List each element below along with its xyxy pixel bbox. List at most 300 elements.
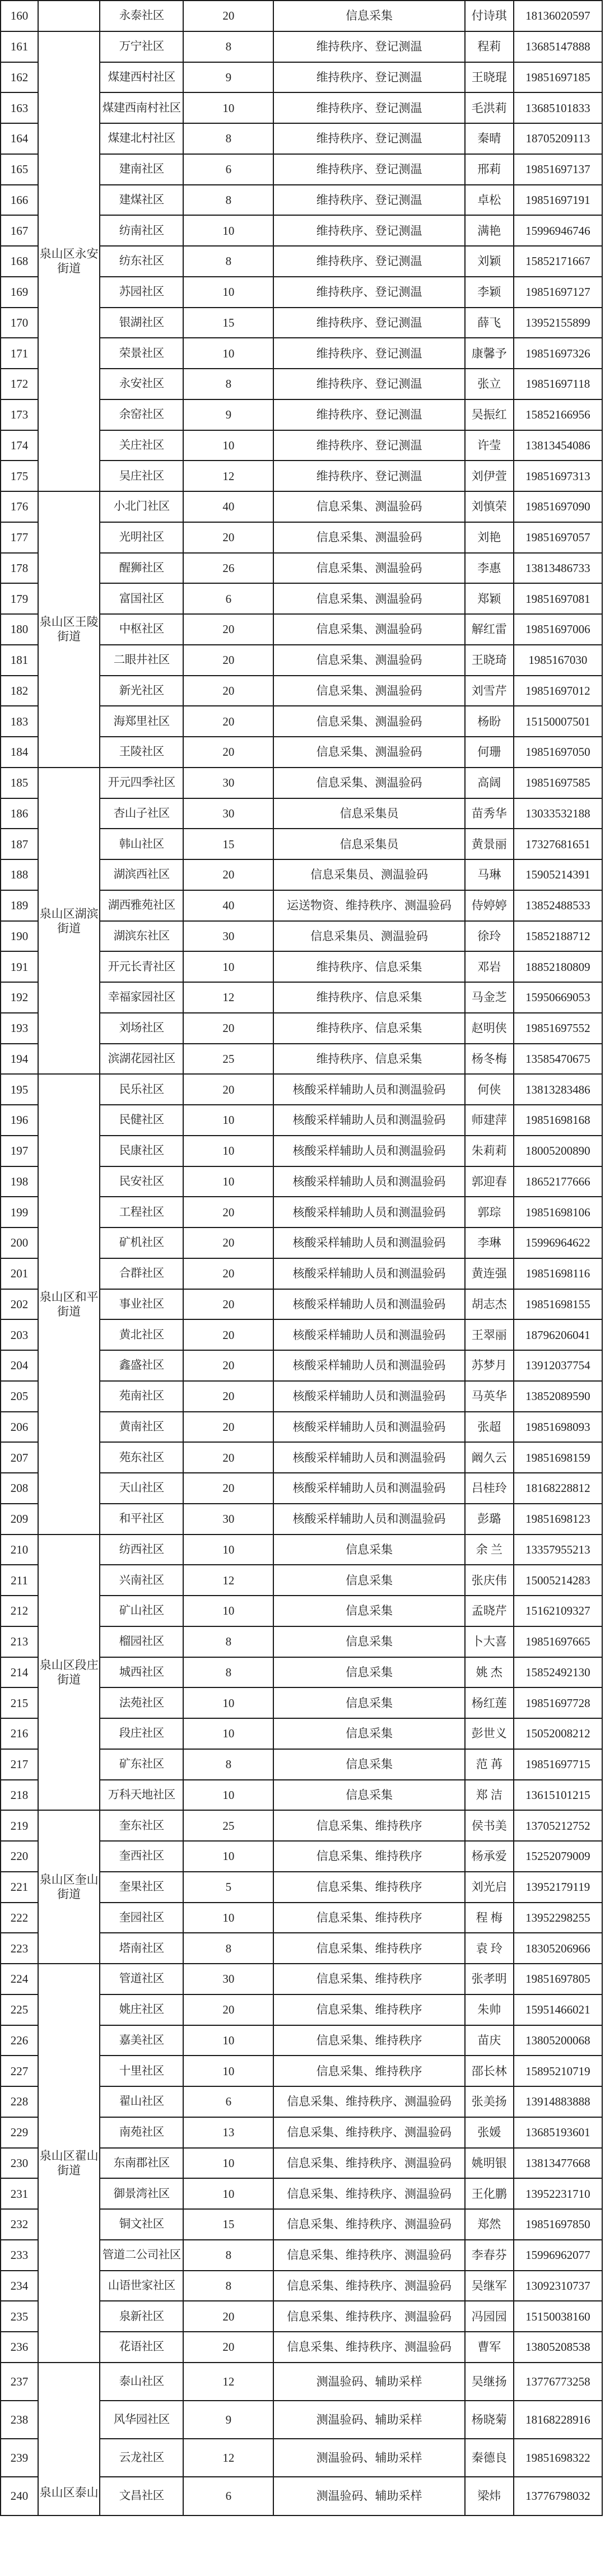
contact-phone: 13912037754 (514, 1350, 602, 1381)
contact-name: 王翠丽 (465, 1319, 514, 1350)
task-description: 信息采集 (273, 1565, 464, 1596)
row-number: 185 (1, 768, 38, 798)
volunteer-count: 6 (183, 2477, 273, 2515)
contact-phone: 13852089590 (514, 1381, 602, 1412)
task-description: 信息采集、维持秩序、测温验码 (273, 2117, 464, 2148)
contact-name: 杨红莲 (465, 1687, 514, 1718)
community-name: 海郑里社区 (100, 706, 183, 737)
task-description: 维持秩序、登记测温 (273, 369, 464, 399)
volunteer-count: 8 (183, 369, 273, 399)
contact-phone: 18136020597 (514, 1, 602, 31)
contact-phone: 19851697850 (514, 2209, 602, 2240)
contact-phone: 13813454086 (514, 430, 602, 461)
row-number: 166 (1, 185, 38, 216)
community-name: 幸福家园社区 (100, 982, 183, 1013)
row-number: 161 (1, 31, 38, 62)
task-description: 信息采集、维持秩序、测温验码 (273, 2332, 464, 2363)
task-description: 信息采集、维持秩序、测温验码 (273, 2209, 464, 2240)
contact-phone: 13805208538 (514, 2332, 602, 2363)
community-name: 花语社区 (100, 2332, 183, 2363)
volunteer-count: 10 (183, 2178, 273, 2209)
community-name: 纺东社区 (100, 246, 183, 277)
community-name: 新光社区 (100, 676, 183, 706)
community-name: 云龙社区 (100, 2439, 183, 2477)
volunteer-count: 8 (183, 123, 273, 154)
contact-name: 黄连强 (465, 1258, 514, 1289)
volunteer-count: 10 (183, 2148, 273, 2179)
contact-phone: 19851698116 (514, 1258, 602, 1289)
contact-name: 张庆伟 (465, 1565, 514, 1596)
contact-phone: 13813477668 (514, 2148, 602, 2179)
row-number: 165 (1, 154, 38, 185)
community-name: 滨湖花园社区 (100, 1044, 183, 1075)
volunteer-count: 8 (183, 1626, 273, 1657)
contact-phone: 19851697805 (514, 1964, 602, 1994)
contact-phone: 19851697191 (514, 185, 602, 216)
community-name: 富国社区 (100, 583, 183, 614)
community-name: 工程社区 (100, 1197, 183, 1227)
row-number: 189 (1, 890, 38, 921)
row-number: 234 (1, 2271, 38, 2301)
row-number: 215 (1, 1687, 38, 1718)
district-name: 泉山区湖滨街道 (38, 768, 100, 1075)
row-number: 218 (1, 1780, 38, 1811)
contact-phone: 19851697585 (514, 768, 602, 798)
task-description: 信息采集、维持秩序 (273, 1964, 464, 1994)
contact-phone: 19851697050 (514, 737, 602, 768)
contact-phone: 13685101833 (514, 92, 602, 123)
contact-name: 张孝明 (465, 1964, 514, 1994)
row-number: 231 (1, 2178, 38, 2209)
row-number: 201 (1, 1258, 38, 1289)
contact-phone: 19851697090 (514, 491, 602, 522)
contact-name: 冯园园 (465, 2301, 514, 2332)
contact-name: 秦晴 (465, 123, 514, 154)
district-name: 泉山区永安街道 (38, 31, 100, 491)
community-name: 湖滨西社区 (100, 859, 183, 890)
volunteer-count: 8 (183, 1933, 273, 1964)
task-description: 信息采集、维持秩序 (273, 1994, 464, 2025)
volunteer-count: 8 (183, 185, 273, 216)
contact-name: 余 兰 (465, 1535, 514, 1565)
volunteer-count: 10 (183, 2025, 273, 2056)
volunteer-count: 20 (183, 1258, 273, 1289)
contact-phone: 19851697006 (514, 614, 602, 645)
task-description: 维持秩序、登记测温 (273, 215, 464, 246)
task-description: 信息采集、维持秩序、测温验码 (273, 2178, 464, 2209)
volunteer-count: 20 (183, 706, 273, 737)
contact-phone: 18005200890 (514, 1136, 602, 1166)
contact-name: 马英华 (465, 1381, 514, 1412)
community-name: 御景湾社区 (100, 2178, 183, 2209)
row-number: 227 (1, 2056, 38, 2086)
contact-phone: 13952179119 (514, 1872, 602, 1903)
task-description: 信息采集、维持秩序、测温验码 (273, 2271, 464, 2301)
task-description: 维持秩序、登记测温 (273, 308, 464, 338)
contact-name: 付诗琪 (465, 1, 514, 31)
contact-name: 李颖 (465, 277, 514, 308)
community-name: 开元长青社区 (100, 951, 183, 982)
contact-name: 姚 杰 (465, 1657, 514, 1688)
contact-name: 郑颖 (465, 583, 514, 614)
volunteer-count: 40 (183, 890, 273, 921)
community-name: 韩山社区 (100, 829, 183, 859)
contact-name: 吴继军 (465, 2271, 514, 2301)
contact-name: 邢莉 (465, 154, 514, 185)
volunteer-count: 20 (183, 1350, 273, 1381)
task-description: 核酸采样辅助人员和测温验码 (273, 1289, 464, 1320)
contact-phone: 13813283486 (514, 1074, 602, 1105)
row-number: 175 (1, 461, 38, 491)
task-description: 信息采集、测温验码 (273, 583, 464, 614)
task-description: 维持秩序、信息采集 (273, 982, 464, 1013)
contact-phone: 18652177666 (514, 1166, 602, 1197)
volunteer-count: 8 (183, 2240, 273, 2271)
task-description: 测温验码、辅助采样 (273, 2477, 464, 2515)
row-number: 239 (1, 2439, 38, 2477)
contact-name: 郭迎春 (465, 1166, 514, 1197)
row-number: 209 (1, 1504, 38, 1535)
volunteer-count: 20 (183, 614, 273, 645)
community-name: 天山社区 (100, 1473, 183, 1504)
community-name: 文昌社区 (100, 2477, 183, 2515)
row-number: 200 (1, 1227, 38, 1258)
contact-phone: 19851697313 (514, 461, 602, 491)
task-description: 测温验码、辅助采样 (273, 2401, 464, 2439)
volunteer-count: 20 (183, 1319, 273, 1350)
task-description: 核酸采样辅助人员和测温验码 (273, 1504, 464, 1535)
community-name: 奎西社区 (100, 1841, 183, 1872)
task-description: 维持秩序、信息采集 (273, 1044, 464, 1075)
row-number: 174 (1, 430, 38, 461)
volunteer-count: 12 (183, 2363, 273, 2401)
volunteer-count: 10 (183, 1903, 273, 1933)
contact-phone: 13952155899 (514, 308, 602, 338)
community-name: 苏园社区 (100, 277, 183, 308)
community-name: 姚庄社区 (100, 1994, 183, 2025)
community-name: 光明社区 (100, 522, 183, 553)
volunteer-count: 10 (183, 1841, 273, 1872)
community-name: 铜文社区 (100, 2209, 183, 2240)
contact-name: 何珊 (465, 737, 514, 768)
volunteer-count: 20 (183, 1442, 273, 1473)
contact-name: 程莉 (465, 31, 514, 62)
volunteer-count: 20 (183, 859, 273, 890)
community-name: 湖西雅苑社区 (100, 890, 183, 921)
task-description: 维持秩序、登记测温 (273, 461, 464, 491)
contact-name: 刘慎荣 (465, 491, 514, 522)
community-name: 苑东社区 (100, 1442, 183, 1473)
community-name: 法苑社区 (100, 1687, 183, 1718)
row-number: 222 (1, 1903, 38, 1933)
task-description: 核酸采样辅助人员和测温验码 (273, 1105, 464, 1136)
volunteer-count: 20 (183, 1074, 273, 1105)
contact-name: 吕桂玲 (465, 1473, 514, 1504)
community-name: 合群社区 (100, 1258, 183, 1289)
contact-phone: 13952231710 (514, 2178, 602, 2209)
row-number: 232 (1, 2209, 38, 2240)
volunteer-count: 40 (183, 491, 273, 522)
row-number: 172 (1, 369, 38, 399)
volunteer-count: 9 (183, 2401, 273, 2439)
volunteer-count: 8 (183, 1657, 273, 1688)
community-name: 湖滨东社区 (100, 921, 183, 952)
row-number: 186 (1, 798, 38, 829)
task-description: 维持秩序、登记测温 (273, 338, 464, 369)
contact-name: 彭璐 (465, 1504, 514, 1535)
contact-name: 孟晓芹 (465, 1596, 514, 1626)
district-name: 泉山区翟山街道 (38, 1964, 100, 2363)
task-description: 信息采集员 (273, 798, 464, 829)
row-number: 190 (1, 921, 38, 952)
volunteer-count: 10 (183, 430, 273, 461)
contact-phone: 15852171667 (514, 246, 602, 277)
contact-phone: 13776798032 (514, 2477, 602, 2515)
contact-name: 徐玲 (465, 921, 514, 952)
volunteer-count: 6 (183, 583, 273, 614)
contact-phone: 15150007501 (514, 706, 602, 737)
row-number: 177 (1, 522, 38, 553)
community-name: 民安社区 (100, 1166, 183, 1197)
row-number: 199 (1, 1197, 38, 1227)
task-description: 核酸采样辅助人员和测温验码 (273, 1350, 464, 1381)
contact-phone: 19851697185 (514, 62, 602, 93)
contact-phone: 13033532188 (514, 798, 602, 829)
community-name: 榴园社区 (100, 1626, 183, 1657)
volunteer-count: 12 (183, 982, 273, 1013)
contact-phone: 19851697715 (514, 1749, 602, 1780)
volunteer-count: 30 (183, 768, 273, 798)
contact-phone: 13805200068 (514, 2025, 602, 2056)
community-name: 余窑社区 (100, 399, 183, 430)
volunteer-count: 15 (183, 2209, 273, 2240)
volunteer-count: 10 (183, 951, 273, 982)
community-name: 小北门社区 (100, 491, 183, 522)
volunteer-count: 10 (183, 1535, 273, 1565)
contact-phone: 15852492130 (514, 1657, 602, 1688)
contact-name: 满艳 (465, 215, 514, 246)
row-number: 224 (1, 1964, 38, 1994)
community-name: 王陵社区 (100, 737, 183, 768)
contact-phone: 19851697057 (514, 522, 602, 553)
contact-name: 秦德良 (465, 2439, 514, 2477)
row-number: 217 (1, 1749, 38, 1780)
contact-name: 王晓琨 (465, 62, 514, 93)
contact-phone: 15150038160 (514, 2301, 602, 2332)
row-number: 210 (1, 1535, 38, 1565)
contact-name: 高阔 (465, 768, 514, 798)
row-number: 216 (1, 1718, 38, 1749)
volunteer-count: 8 (183, 246, 273, 277)
contact-phone: 19851697012 (514, 676, 602, 706)
contact-name: 薛飞 (465, 308, 514, 338)
volunteer-count: 15 (183, 308, 273, 338)
contact-phone: 18305206966 (514, 1933, 602, 1964)
contact-name: 侯书美 (465, 1810, 514, 1841)
row-number: 214 (1, 1657, 38, 1688)
task-description: 核酸采样辅助人员和测温验码 (273, 1412, 464, 1443)
contact-name: 侍婷婷 (465, 890, 514, 921)
volunteer-count: 12 (183, 461, 273, 491)
contact-name: 吴振红 (465, 399, 514, 430)
row-number: 170 (1, 308, 38, 338)
district-name (38, 1, 100, 31)
contact-name: 许莹 (465, 430, 514, 461)
volunteer-count: 8 (183, 1749, 273, 1780)
contact-name: 阚久云 (465, 1442, 514, 1473)
task-description: 核酸采样辅助人员和测温验码 (273, 1473, 464, 1504)
contact-name: 张立 (465, 369, 514, 399)
row-number: 212 (1, 1596, 38, 1626)
row-number: 179 (1, 583, 38, 614)
contact-name: 张美扬 (465, 2086, 514, 2117)
volunteer-count: 20 (183, 737, 273, 768)
row-number: 176 (1, 491, 38, 522)
community-name: 黄南社区 (100, 1412, 183, 1443)
district-name: 泉山区泰山 (38, 2363, 100, 2515)
task-description: 信息采集、测温验码 (273, 522, 464, 553)
task-description: 信息采集员、测温验码 (273, 859, 464, 890)
task-description: 信息采集 (273, 1657, 464, 1688)
row-number: 169 (1, 277, 38, 308)
community-name: 奎果社区 (100, 1872, 183, 1903)
community-name: 荣景社区 (100, 338, 183, 369)
task-description: 维持秩序、登记测温 (273, 277, 464, 308)
task-description: 信息采集、测温验码 (273, 491, 464, 522)
task-description: 信息采集 (273, 1626, 464, 1657)
contact-phone: 13685193601 (514, 2117, 602, 2148)
contact-phone: 13813486733 (514, 553, 602, 584)
contact-name: 马琳 (465, 859, 514, 890)
volunteer-count: 20 (183, 1473, 273, 1504)
volunteer-count: 26 (183, 553, 273, 584)
task-description: 核酸采样辅助人员和测温验码 (273, 1074, 464, 1105)
community-name: 永泰社区 (100, 1, 183, 31)
contact-phone: 15005214283 (514, 1565, 602, 1596)
task-description: 核酸采样辅助人员和测温验码 (273, 1442, 464, 1473)
task-description: 维持秩序、登记测温 (273, 246, 464, 277)
contact-name: 卜大喜 (465, 1626, 514, 1657)
task-description: 维持秩序、登记测温 (273, 62, 464, 93)
task-description: 维持秩序、登记测温 (273, 185, 464, 216)
contact-phone: 18852180809 (514, 951, 602, 982)
task-description: 信息采集员 (273, 829, 464, 859)
task-description: 维持秩序、登记测温 (273, 399, 464, 430)
community-name: 万宁社区 (100, 31, 183, 62)
row-number: 188 (1, 859, 38, 890)
contact-name: 李琳 (465, 1227, 514, 1258)
contact-name: 彭世义 (465, 1718, 514, 1749)
contact-name: 朱莉莉 (465, 1136, 514, 1166)
contact-name: 张媛 (465, 2117, 514, 2148)
volunteer-count: 20 (183, 1994, 273, 2025)
contact-name: 师建萍 (465, 1105, 514, 1136)
row-number: 229 (1, 2117, 38, 2148)
contact-phone: 19851697665 (514, 1626, 602, 1657)
table-row (1, 1, 602, 31)
contact-name: 苏梦月 (465, 1350, 514, 1381)
row-number: 191 (1, 951, 38, 982)
contact-phone: 15852188712 (514, 921, 602, 952)
task-description: 维持秩序、登记测温 (273, 430, 464, 461)
district-name: 泉山区王陵街道 (38, 491, 100, 768)
volunteer-count: 25 (183, 1044, 273, 1075)
community-name: 苑南社区 (100, 1381, 183, 1412)
community-name: 和平社区 (100, 1504, 183, 1535)
task-description: 核酸采样辅助人员和测温验码 (273, 1381, 464, 1412)
contact-name: 杨冬梅 (465, 1044, 514, 1075)
contact-phone: 19851697552 (514, 1013, 602, 1044)
contact-name: 邓岩 (465, 951, 514, 982)
community-name: 城西社区 (100, 1657, 183, 1688)
community-name: 民健社区 (100, 1105, 183, 1136)
task-description: 核酸采样辅助人员和测温验码 (273, 1166, 464, 1197)
task-description: 信息采集 (273, 1, 464, 31)
community-name: 建南社区 (100, 154, 183, 185)
table-row (1, 1964, 602, 1994)
community-name: 兴南社区 (100, 1565, 183, 1596)
community-name: 泰山社区 (100, 2363, 183, 2401)
row-number: 230 (1, 2148, 38, 2179)
community-name: 塔南社区 (100, 1933, 183, 1964)
contact-phone: 19851697127 (514, 277, 602, 308)
contact-phone: 19851698123 (514, 1504, 602, 1535)
task-description: 信息采集、测温验码 (273, 676, 464, 706)
volunteer-count: 10 (183, 1166, 273, 1197)
row-number: 183 (1, 706, 38, 737)
contact-phone: 13914883888 (514, 2086, 602, 2117)
community-name: 吴庄社区 (100, 461, 183, 491)
contact-name: 刘颖 (465, 246, 514, 277)
task-description: 信息采集、测温验码 (273, 614, 464, 645)
contact-phone: 19851697137 (514, 154, 602, 185)
contact-name: 杨晓菊 (465, 2401, 514, 2439)
row-number: 225 (1, 1994, 38, 2025)
volunteer-count: 10 (183, 338, 273, 369)
contact-phone: 15252079009 (514, 1841, 602, 1872)
volunteer-count: 30 (183, 921, 273, 952)
task-description: 信息采集、维持秩序 (273, 1933, 464, 1964)
contact-name: 马金芝 (465, 982, 514, 1013)
community-name: 银湖社区 (100, 308, 183, 338)
contact-name: 何侠 (465, 1074, 514, 1105)
row-number: 195 (1, 1074, 38, 1105)
volunteer-count: 20 (183, 2301, 273, 2332)
volunteer-count: 10 (183, 277, 273, 308)
contact-phone: 15905214391 (514, 859, 602, 890)
table-row (1, 2363, 602, 2401)
task-description: 维持秩序、登记测温 (273, 154, 464, 185)
contact-phone: 13776773258 (514, 2363, 602, 2401)
table-row (1, 31, 602, 62)
volunteer-count: 20 (183, 1289, 273, 1320)
contact-phone: 19851698168 (514, 1105, 602, 1136)
community-name: 管道社区 (100, 1964, 183, 1994)
row-number: 207 (1, 1442, 38, 1473)
volunteer-count: 20 (183, 676, 273, 706)
row-number: 240 (1, 2477, 38, 2515)
contact-phone: 15895210719 (514, 2056, 602, 2086)
community-name: 二眼井社区 (100, 645, 183, 676)
task-description: 信息采集、维持秩序 (273, 1903, 464, 1933)
contact-phone: 13615101215 (514, 1780, 602, 1811)
task-description: 信息采集 (273, 1780, 464, 1811)
row-number: 226 (1, 2025, 38, 2056)
row-number: 196 (1, 1105, 38, 1136)
community-name: 开元四季社区 (100, 768, 183, 798)
volunteer-count: 9 (183, 399, 273, 430)
volunteer-count: 9 (183, 62, 273, 93)
